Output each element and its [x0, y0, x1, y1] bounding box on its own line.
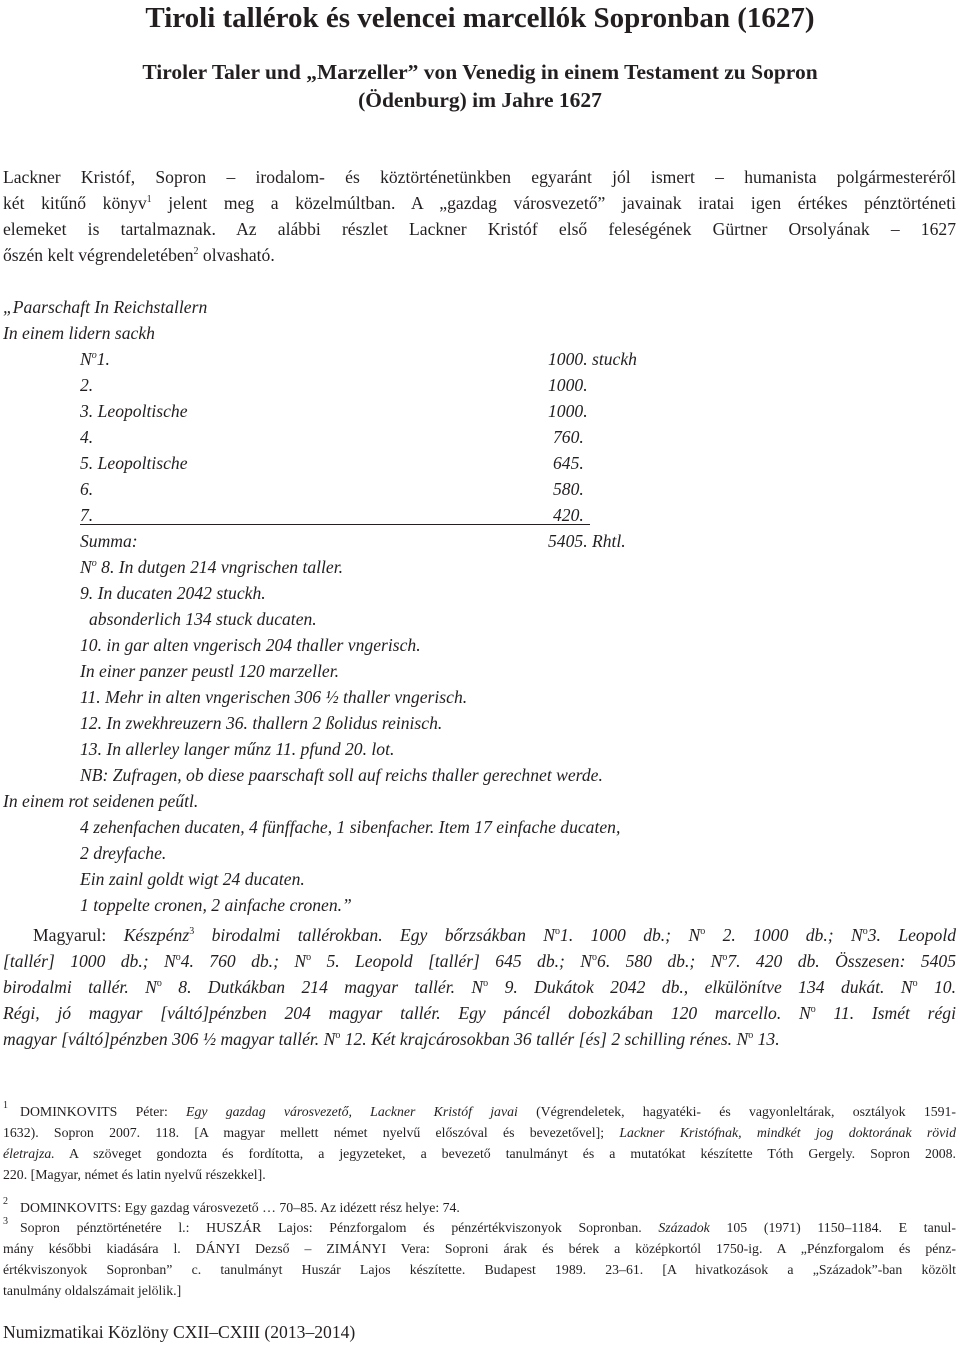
- row-value: 420.: [553, 505, 584, 525]
- magyarul-paragraph: [3, 922, 956, 1052]
- sup-o: o: [91, 558, 97, 570]
- sup-o: o: [810, 1004, 816, 1016]
- intro-paragraph: [3, 164, 956, 268]
- sup-o: o: [862, 926, 868, 938]
- magyarul-line-5: [3, 1026, 956, 1052]
- magyarul-line-4: [3, 1000, 956, 1026]
- text: 13.: [753, 1029, 780, 1049]
- text: 9. Dukátok 2042 db., elkülönítve 134 dukát. N: [488, 977, 913, 997]
- sup-o: o: [306, 952, 312, 964]
- text: életrajza.: [3, 1146, 55, 1161]
- subtitle-line-1: Tiroler Taler und „Marzeller” von Venedig in einem Testament zu Sopron: [142, 60, 818, 84]
- text: Századok: [658, 1220, 710, 1235]
- footnote-number: 2: [3, 1196, 8, 1207]
- sum-label: Summa:: [80, 531, 138, 551]
- rot-heading: In einem rot seidenen peűtl.: [3, 791, 199, 811]
- text: 3. Leopold: [867, 925, 957, 945]
- sum-value: 5405. Rhtl.: [548, 531, 626, 551]
- footnote-2: [3, 1197, 956, 1218]
- sup-o: o: [722, 952, 728, 964]
- intro-line-1: Lackner Kristóf, Sopron – irodalom- és köztörténetünkben egyaránt jól ismert – humanista polgármesteréről: [3, 167, 956, 187]
- sup-o: o: [335, 1030, 341, 1042]
- item: Ein zainl goldt wigt 24 ducaten.: [80, 869, 305, 889]
- intro-line-4: [3, 242, 956, 268]
- footnote-number: 3: [3, 1216, 8, 1227]
- text: 6. 580 db.; N: [597, 951, 723, 971]
- magyarul-line-2: [3, 948, 956, 974]
- text: Sopron pénztörténetére l.: HUSZÁR Lajos: Pénzforgalom és pénzértékviszonyok Sopronban.: [20, 1220, 659, 1235]
- text: birodalmi tallérokban. Egy bőrzsákban N: [194, 925, 556, 945]
- item: In einer panzer peustl 120 marzeller.: [80, 661, 339, 681]
- footnote-text: DOMINKOVITS: Egy gazdag városvezető … 70–85. Az idézett rész helye: 74.: [20, 1200, 460, 1215]
- text: DOMINKOVITS Péter:: [20, 1104, 187, 1119]
- sup-o: o: [912, 978, 918, 990]
- fn-line: értékviszonyok Sopronban” c. tanulmányt Huszár Lajos készítette. Budapest 1989. 23–61. [A hivatkozások a „Századok”-ban közölt: [3, 1262, 956, 1277]
- text: Egy gazdag városvezető, Lackner Kristóf javai: [186, 1104, 518, 1119]
- text: Lackner Kristófnak, mindkét jog doktorának rövid: [619, 1125, 956, 1140]
- intro-line-3: elemeket is tartalmaznak. Az alábbi részlet Lackner Kristóf első feleségének Gürtner Orsolyának – 1627: [3, 219, 956, 239]
- text: 12. Két krajcárosokban 36 tallér [és] 2 schilling rénes. N: [340, 1029, 749, 1049]
- row-label: 7.: [80, 505, 94, 525]
- text: 1632). Sopron 2007. 118. [A magyar mellett német nyelvű előszóval és bevezetővel];: [3, 1125, 620, 1140]
- transcription-heading: „Paarschaft In Reichstallern: [3, 297, 208, 317]
- journal-footer: Numizmatikai Közlöny CXII–CXIII (2013–2014): [3, 1322, 356, 1342]
- intro-text: jelent meg a közelmúltban. A „gazdag városvezető” javainak iratai igen értékes pénztörténeti: [151, 193, 956, 213]
- row-value: 760.: [553, 427, 584, 447]
- sup-o: o: [748, 1030, 754, 1042]
- item: 1 toppelte cronen, 2 ainfache cronen.”: [80, 895, 352, 915]
- intro-text: őszén kelt végrendeletében: [3, 245, 194, 265]
- transcription-sack: In einem lidern sackh: [3, 323, 155, 343]
- item: 2 dreyfache.: [80, 843, 167, 863]
- row-value: 1000. stuckh: [548, 349, 637, 369]
- sup-o: o: [555, 926, 561, 938]
- subtitle-line-2: (Ödenburg) im Jahre 1627: [358, 88, 602, 112]
- row-label-text: N: [80, 349, 92, 369]
- row-value: 1000.: [548, 401, 588, 421]
- footnote-1: [3, 1101, 956, 1185]
- text: magyar [váltó]pénzben 306 ½ magyar tallér. N: [3, 1029, 336, 1049]
- sup-o: o: [156, 978, 162, 990]
- text: 4. 760 db.; N: [180, 951, 307, 971]
- text: Magyarul:: [33, 925, 124, 945]
- fn-line: mány későbbi kiadására l. DÁNYI Dezső – ZIMÁNYI Vera: Soproni árak és bérek a középkortól 1750-ig. A „Pénzforgalom és pénz-: [3, 1241, 956, 1256]
- item-no8: [80, 556, 343, 578]
- magyarul-line-3: [3, 974, 956, 1000]
- footnote-ref-3: 3: [189, 926, 195, 938]
- magyarul-line-1: [3, 922, 956, 948]
- text: 5. Leopold [tallér] 645 db.; N: [311, 951, 593, 971]
- sup-o: o: [483, 978, 489, 990]
- sum-rule: [80, 524, 590, 525]
- row-value: 580.: [553, 479, 584, 499]
- article-title: Tiroli tallérok és velencei marcellók Sopronban (1627): [145, 2, 815, 34]
- text: 8. Dutkákban 214 magyar tallér. N: [161, 977, 484, 997]
- item-text: 8. In dutgen 214 vngrischen taller.: [96, 557, 344, 577]
- item: NB: Zufragen, ob diese paarschaft soll auf reichs thaller gerechnet werde.: [80, 765, 603, 785]
- footnote-text: [20, 1217, 956, 1238]
- fn-line: 220. [Magyar, német és latin nyelvű részekkel].: [3, 1167, 266, 1182]
- fn-line: [20, 1217, 956, 1238]
- text: birodalmi tallér. N: [3, 977, 157, 997]
- item: 13. In allerley langer műnz 11. pfund 20. lot.: [80, 739, 395, 759]
- text: 7. 420 db. Összesen: 5405: [727, 951, 957, 971]
- row-label-text: 1.: [96, 349, 110, 369]
- item: 9. In ducaten 2042 stuckh.: [80, 583, 266, 603]
- footnote-3: [3, 1217, 956, 1301]
- fn-line: tanulmány oldalszámait jelölik.]: [3, 1283, 182, 1298]
- text: 2. 1000 db.; N: [705, 925, 863, 945]
- row-label: 4.: [80, 427, 94, 447]
- sup-o: o: [592, 952, 598, 964]
- text: (Végrendeletek, hagyatéki- és vagyonleltárak, osztályok 1591-: [517, 1104, 957, 1119]
- row-label: 2.: [80, 375, 94, 395]
- text: 105 (1971) 1150–1184. E tanul-: [709, 1220, 956, 1235]
- row-label: 6.: [80, 479, 94, 499]
- sup-o: o: [175, 952, 181, 964]
- text: 1. 1000 db.; N: [560, 925, 701, 945]
- row-value: 645.: [553, 453, 584, 473]
- item: 11. Mehr in alten vngerischen 306 ½ thaller vngerisch.: [80, 687, 468, 707]
- footnote-ref-1: 1: [146, 194, 152, 206]
- item-text: N: [80, 557, 92, 577]
- intro-line-2: [3, 190, 956, 216]
- fn-line: [3, 1122, 956, 1143]
- sup-o: o: [700, 926, 706, 938]
- sup-o: o: [91, 350, 97, 362]
- item: 10. in gar alten vngerisch 204 thaller vngerisch.: [80, 635, 421, 655]
- fn-line: [20, 1101, 956, 1122]
- fn-line: [3, 1143, 956, 1164]
- row-label: 3. Leopoltische: [80, 401, 188, 421]
- footnote-text: [20, 1101, 956, 1122]
- text: 10.: [917, 977, 956, 997]
- article-subtitle: [40, 58, 920, 114]
- text: Készpénz: [123, 925, 190, 945]
- footnote-number: 1: [3, 1100, 8, 1111]
- text: Régi, jó magyar [váltó]pénzben 204 magyar tallér. Egy páncél dobozkában 120 marcello. N: [3, 1003, 811, 1023]
- text: 11. Ismét régi: [815, 1003, 956, 1023]
- intro-text: két kitűnő könyv: [3, 193, 147, 213]
- intro-text: olvasható.: [198, 245, 275, 265]
- text: [tallér] 1000 db.; N: [3, 951, 176, 971]
- item: 12. In zwekhreuzern 36. thallern 2 ßolidus reinisch.: [80, 713, 443, 733]
- row-label: 5. Leopoltische: [80, 453, 188, 473]
- text: A szöveget gondozta és fordította, a jegyzeteket, a bevezető tanulmányt és a mutatókat készítette Tóth Gergely. Sopron 2008.: [54, 1146, 956, 1161]
- item: 4 zehenfachen ducaten, 4 fünffache, 1 sibenfacher. Item 17 einfache ducaten,: [80, 817, 621, 837]
- row-value: 1000.: [548, 375, 588, 395]
- row-label: [80, 348, 110, 370]
- footnote-ref-2: 2: [193, 246, 199, 258]
- item: absonderlich 134 stuck ducaten.: [89, 609, 317, 629]
